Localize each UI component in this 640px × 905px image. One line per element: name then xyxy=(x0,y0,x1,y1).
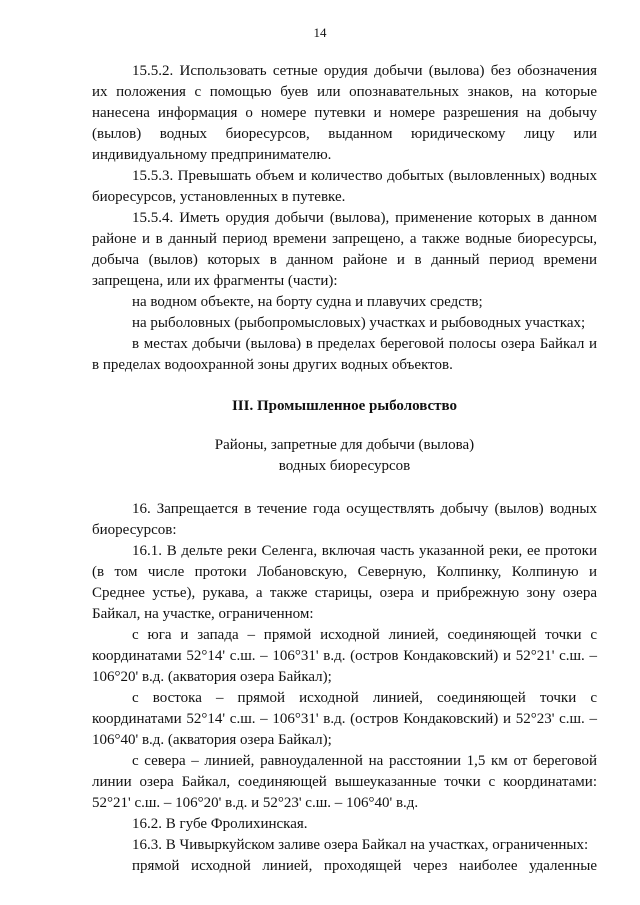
paragraph-16-1: 16.1. В дельте реки Селенга, включая часть указанной реки, ее протоки (в том числе протоки Лобановскую, Северную, Колпинку, Колпиную и Среднее устье), рукава, а также старицы, озера и прибрежную зону озера Байкал, на участке, ограниченном: xyxy=(92,543,597,622)
list-item-shoreline: в местах добычи (вылова) в пределах береговой полосы озера Байкал и в пределах водоохранной зоны других водных объектов. xyxy=(92,336,597,373)
boundary-north: с севера – линией, равноудаленной на расстоянии 1,5 км от береговой линии озера Байкал, соединяющей вышеуказанные точки с координатами: 52°21' с.ш. – 106°20' в.д. и 52°23' с.ш. – 106°40' в.д. xyxy=(92,753,597,811)
boundary-east: с востока – прямой исходной линией, соединяющей точки с координатами 52°14' с.ш. – 106°31' в.д. (остров Кондаковский) и 52°23' с.ш. – 106°40' в.д. (акватория озера Байкал); xyxy=(92,690,597,748)
paragraph-15-5-2: 15.5.2. Использовать сетные орудия добычи (вылова) без обозначения их положения с помощью буев или опознавательных знаков, на которые нанесена информация о номере путевки и номере разрешения на добычу (вылов) водных биоресурсов, выданном юридическому лицу или индивидуальному предпринимателю. xyxy=(92,63,597,163)
subheading-line-1: Районы, запретные для добычи (вылова) xyxy=(214,437,475,453)
paragraph-16-3: 16.3. В Чивыркуйском заливе озера Байкал на участках, ограниченных: xyxy=(132,837,589,853)
list-item-fishing-areas: на рыболовных (рыбопромысловых) участках и рыбоводных участках; xyxy=(132,315,586,331)
paragraph-16-3-line: прямой исходной линией, проходящей через наиболее удаленные xyxy=(132,858,597,874)
page-number: 14 xyxy=(313,25,327,40)
paragraph-15-5-4: 15.5.4. Иметь орудия добычи (вылова), применение которых в данном районе и в данный период времени запрещено, а также водные биоресурсы, добыча (вылов) которых в данном районе и в данный период времени запрещена, или их фрагменты (части): xyxy=(92,210,597,289)
paragraph-16-2: 16.2. В губе Фролихинская. xyxy=(132,816,308,832)
paragraph-15-5-3: 15.5.3. Превышать объем и количество добытых (выловленных) водных биоресурсов, установленных в путевке. xyxy=(92,168,597,205)
boundary-south-west: с юга и запада – прямой исходной линией, соединяющей точки с координатами 52°14' с.ш. – 106°31' в.д. (остров Кондаковский) и 52°21' с.ш. – 106°20' в.д. (акватория озера Байкал); xyxy=(92,627,597,685)
document-body xyxy=(92,61,597,877)
paragraph-16: 16. Запрещается в течение года осуществлять добычу (вылов) водных биоресурсов: xyxy=(92,501,597,538)
list-item-water-object: на водном объекте, на борту судна и плавучих средств; xyxy=(132,294,483,310)
section-heading: III. Промышленное рыболовство xyxy=(231,398,458,414)
subheading-line-2: водных биоресурсов xyxy=(278,458,411,474)
